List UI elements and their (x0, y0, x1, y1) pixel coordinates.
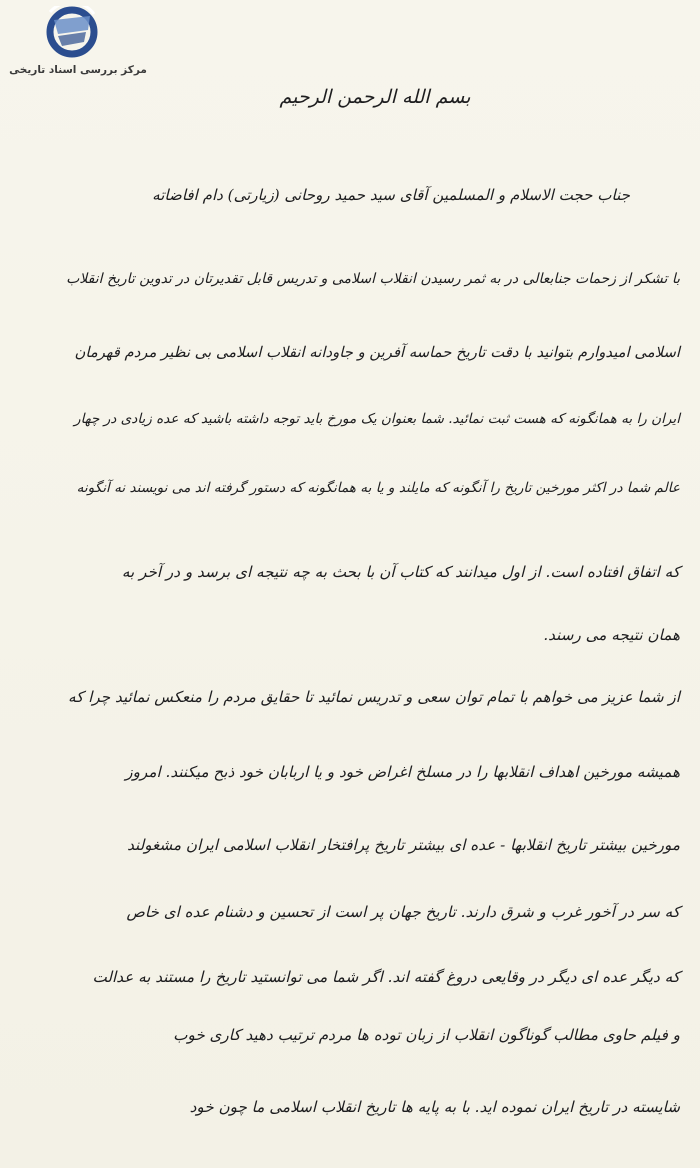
letter-line: که اتفاق افتاده است. از اول میدانند که کتاب آن با بحث به چه نتیجه ای برسد و در آخر به (121, 563, 680, 581)
letter-line: شایسته در تاریخ ایران نموده اید. با به پایه ها تاریخ انقلاب اسلامی ما چون خود (189, 1098, 680, 1116)
letter-line: مورخین بیشتر تاریخ انقلابها - عده ای بیشتر تاریخ پرافتخار انقلاب اسلامی ایران مشغولند (127, 836, 680, 854)
letter-line: از شما عزیز می خواهم با تمام توان سعی و تدریس نمائید تا حقایق مردم را منعکس نمائید چرا که (67, 688, 680, 706)
letter-line: با تشکر از زحمات جنابعالی در به ثمر رسیدن انقلاب اسلامی و تدریس قابل تقدیرتان در تدوین تاریخ انقلاب (66, 271, 680, 287)
archive-watermark (0, 6, 150, 84)
letter-line: همان نتیجه می رسند. (543, 626, 680, 644)
basmala-heading: بسم الله الرحمن الرحیم (279, 86, 471, 108)
letter-line: که دیگر عده ای دیگر در وقایعی دروغ گفته اند. اگر شما می توانستید تاریخ را مستند به عدالت (92, 968, 680, 986)
letter-line: عالم شما در اکثر مورخین تاریخ را آنگونه که مایلند و یا به همانگونه که دستور گرفته اند می نویسند نه آنگونه (76, 480, 680, 496)
letter-line: اسلامی امیدوارم بتوانید با دقت تاریخ حماسه آفرین و جاودانه انقلاب اسلامی بی نظیر مردم قهرمان (74, 344, 680, 361)
letter-line: ایران را به همانگونه که هست ثبت نمائید. شما بعنوان یک مورخ باید توجه داشته باشید که عده زیادی در چهار (74, 411, 680, 427)
archive-name: مرکز بررسی اسناد تاریخی (9, 64, 147, 76)
letter-line: که سر در آخور غرب و شرق دارند. تاریخ جهان پر است از تحسین و دشنام عده ای خاص (126, 903, 680, 921)
archive-book-logo-icon (40, 6, 104, 62)
salutation-line: جناب حجت الاسلام و المسلمین آقای سید حمید روحانی (زیارتی) دام افاضاته (152, 186, 630, 204)
letter-line: و فیلم حاوی مطالب گوناگون انقلاب از زبان توده ها مردم ترتیب دهید کاری خوب (173, 1026, 680, 1044)
letter-line: همیشه مورخین اهداف انقلابها را در مسلخ اغراض خود و یا اربابان خود ذبح میکنند. امروز (125, 763, 680, 781)
